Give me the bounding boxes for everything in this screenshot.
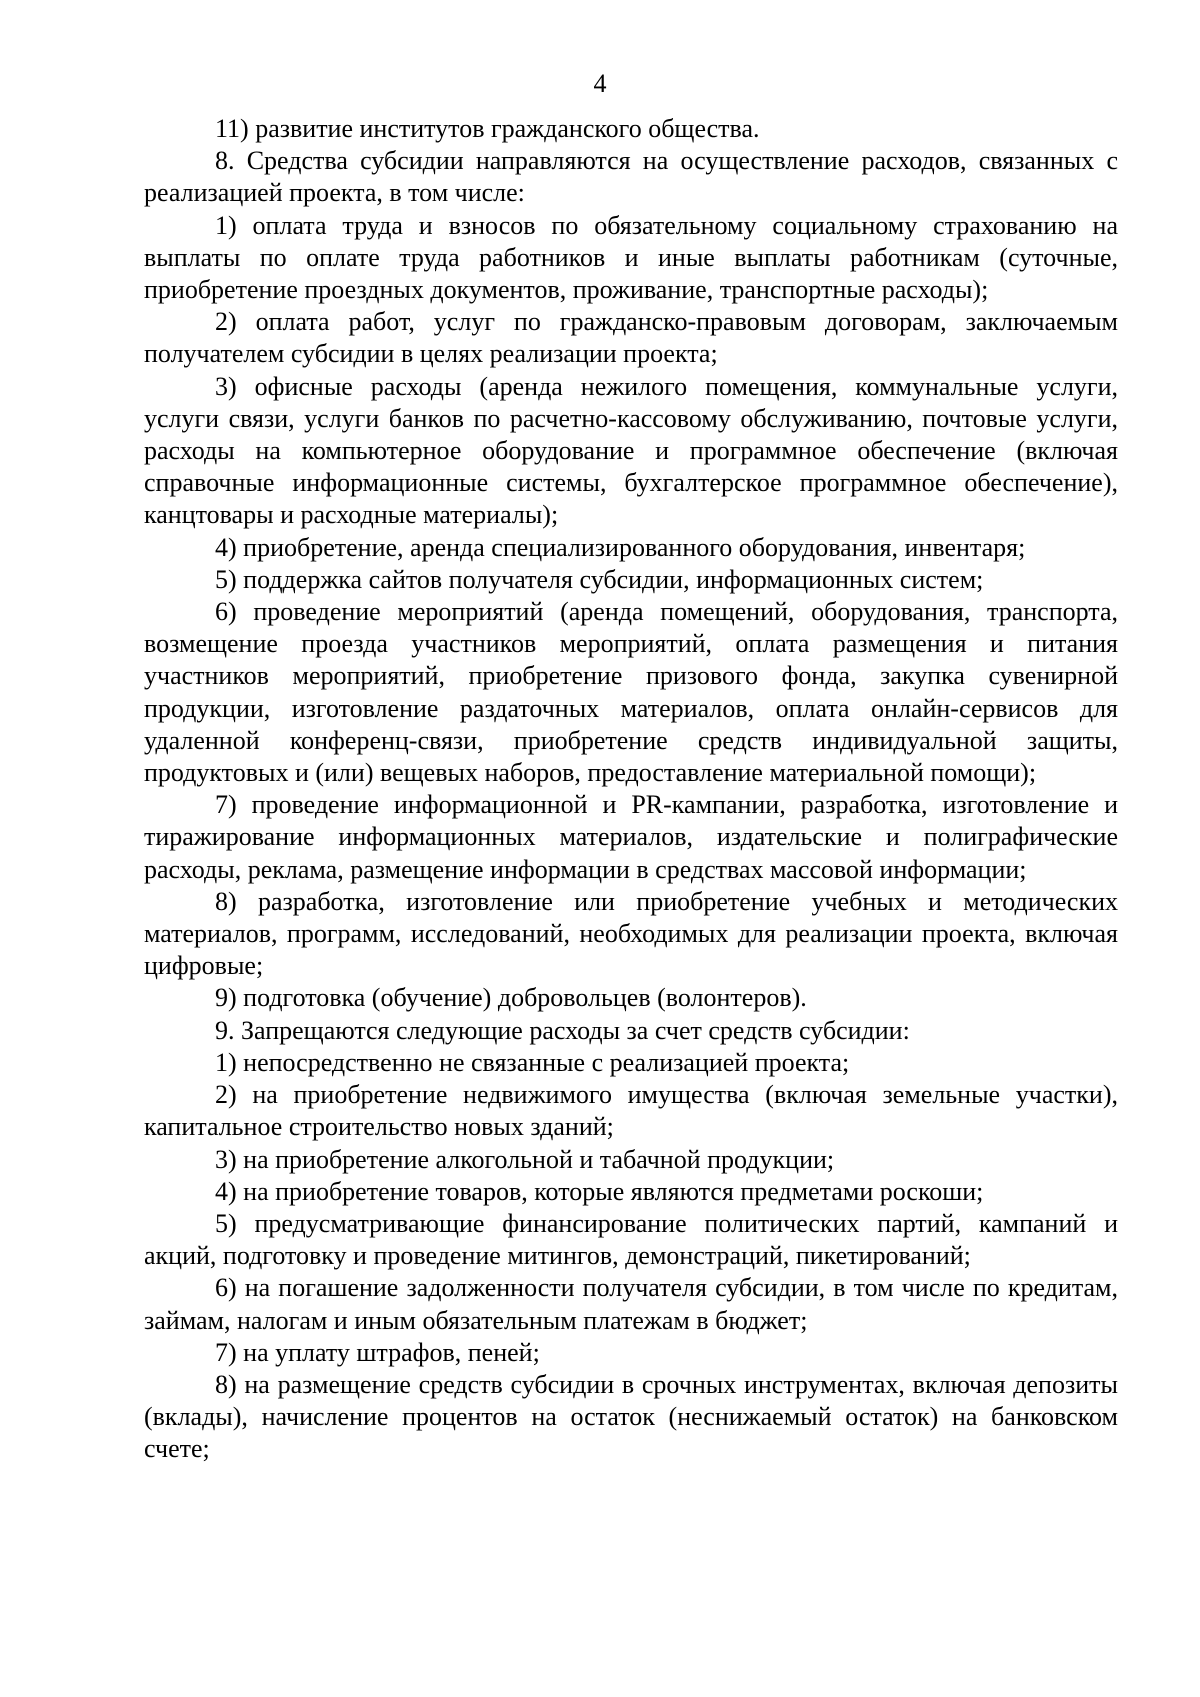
paragraph-expense-9-volunteers: 9) подготовка (обучение) добровольцев (волонтеров). [215,983,807,1013]
paragraph-prohibited-6: 6) на погашение задолженности получателя субсидии, в том числе по кредитам, займам, налогам и иным обязательным платежам в бюджет; [144,1273,1118,1335]
paragraph-section-9-heading: 9. Запрещаются следующие расходы за счет средств субсидии: [215,1015,910,1045]
page-number: 4 [593,69,607,98]
paragraph-expense-5-websites: 5) поддержка сайтов получателя субсидии, информационных систем; [215,564,984,594]
paragraph-expense-1-labor: 1) оплата труда и взносов по обязательному социальному страхованию на выплаты по оплате труда работников и иные выплаты работникам (суточные, приобретение проездных документов, проживание, транспортные расходы); [144,210,1118,305]
paragraph-prohibited-3: 3) на приобретение алкогольной и табачной продукции; [215,1144,835,1174]
paragraph-section-8-heading: 8. Средства субсидии направляются на осуществление расходов, связанных с реализацией проекта, в том числе: [144,146,1118,208]
paragraph-prohibited-1: 1) непосредственно не связанные с реализацией проекта; [215,1047,850,1077]
paragraph-prohibited-2: 2) на приобретение недвижимого имущества (включая земельные участки), капитальное строительство новых зданий; [144,1080,1118,1142]
paragraph-expense-7-pr: 7) проведение информационной и PR-кампании, разработка, изготовление и тиражирование информационных материалов, издательские и полиграфические расходы, реклама, размещение информации в средствах массовой информации; [144,790,1118,884]
paragraph-expense-3-office: 3) офисные расходы (аренда нежилого помещения, коммунальные услуги, услуги связи, услуги банков по расчетно-кассовому обслуживанию, почтовые услуги, расходы на компьютерное оборудование и программное обеспечение (включая справочные информационные системы, бухгалтерское программное обеспечение), канцтовары и расходные материалы); [144,371,1118,530]
paragraph-item-11-civil-society: 11) развитие институтов гражданского общества. [215,114,760,143]
document-body [144,113,1118,1466]
paragraph-prohibited-8: 8) на размещение средств субсидии в срочных инструментах, включая депозиты (вклады), начисление процентов на остаток (неснижаемый остаток) на банковском счете; [144,1369,1118,1464]
paragraph-prohibited-5: 5) предусматривающие финансирование политических партий, кампаний и акций, подготовку и проведение митингов, демонстраций, пикетирований; [144,1208,1118,1271]
paragraph-expense-8-materials: 8) разработка, изготовление или приобретение учебных и методических материалов, программ, исследований, необходимых для реализации проекта, включая цифровые; [144,886,1118,981]
paragraph-expense-4-equipment: 4) приобретение, аренда специализированного оборудования, инвентаря; [215,532,1026,562]
paragraph-expense-6-events: 6) проведение мероприятий (аренда помещений, оборудования, транспорта, возмещение проезда участников мероприятий, оплата размещения и питания участников мероприятий, приобретение призового фонда, закупка сувенирной продукции, изготовление раздаточных материалов, оплата онлайн-сервисов для удаленной конференц-связи, приобретение средств индивидуальной защиты, продуктовых и (или) вещевых наборов, предоставление материальной помощи); [144,597,1118,788]
paragraph-expense-2-contracts: 2) оплата работ, услуг по гражданско-правовым договорам, заключаемым получателем субсидии в целях реализации проекта; [144,307,1118,369]
paragraph-prohibited-7: 7) на уплату штрафов, пеней; [215,1337,540,1367]
paragraph-prohibited-4: 4) на приобретение товаров, которые являются предметами роскоши; [215,1176,984,1206]
